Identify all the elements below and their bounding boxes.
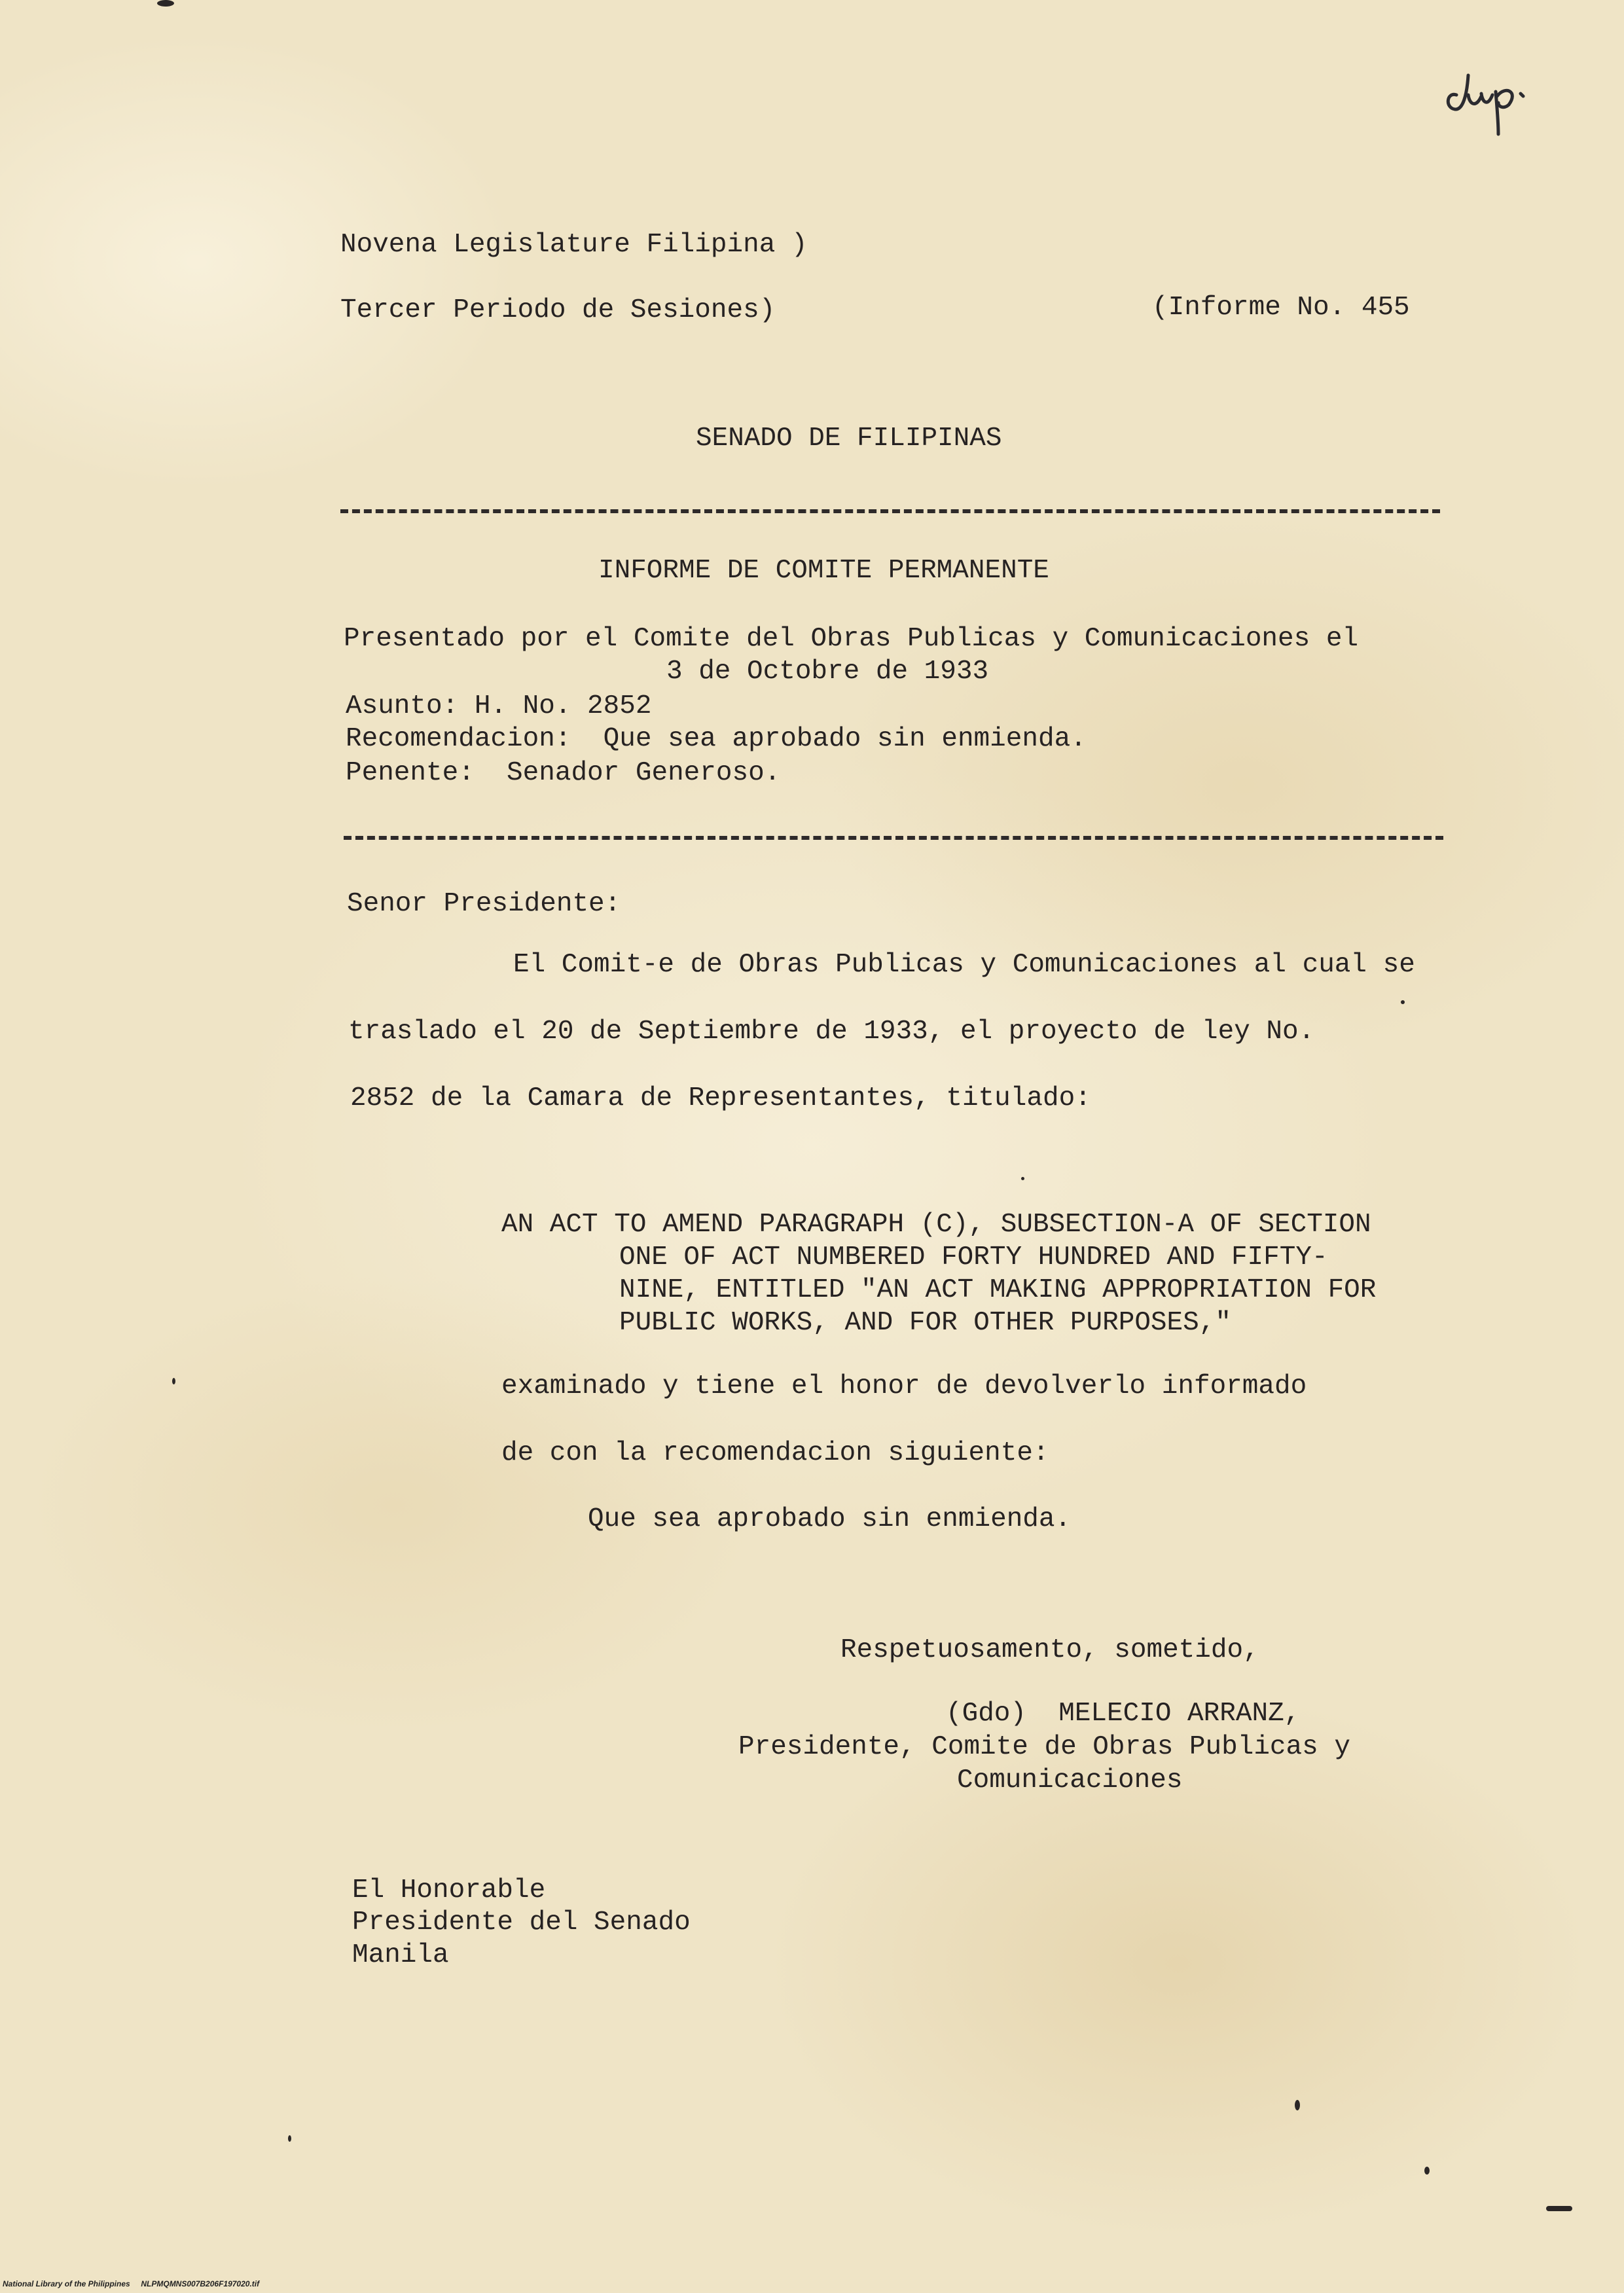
paper-speck	[1546, 2206, 1572, 2211]
paper-speck	[172, 1378, 175, 1384]
paper-speck	[1424, 2167, 1430, 2175]
paper-speck	[1401, 1000, 1405, 1004]
addressee-line-1: El Honorable	[352, 1875, 546, 1905]
recommendation-line: Recomendacion: Que sea aprobado sin enmienda.	[346, 724, 1087, 754]
paper-speck	[1021, 1177, 1024, 1180]
session-line: Tercer Periodo de Sesiones)	[340, 295, 776, 325]
signer-title-line-2: Comunicaciones	[957, 1765, 1183, 1796]
recommendation-text: Que sea aprobado sin enmienda.	[588, 1504, 1072, 1534]
presented-line-2: 3 de Octobre de 1933	[666, 657, 989, 687]
paper-speck	[157, 0, 174, 7]
salutation: Senor Presidente:	[347, 889, 621, 919]
report-title: INFORME DE COMITE PERMANENTE	[598, 556, 1049, 586]
sponsor-line: Penente: Senador Generoso.	[346, 758, 781, 788]
addressee-line-3: Manila	[352, 1940, 449, 1970]
signer-title-line-1: Presidente, Comite de Obras Publicas y	[738, 1732, 1350, 1762]
dashed-divider-top	[340, 509, 1440, 513]
handwritten-dup-mark	[1443, 56, 1555, 141]
report-number: (Informe No. 455	[1152, 293, 1410, 323]
after-line-2: de con la recomendacion siguiente:	[501, 1438, 1049, 1468]
act-title-line-2: ONE OF ACT NUMBERED FORTY HUNDRED AND FIFTY-	[619, 1242, 1328, 1273]
paper-speck	[1295, 2100, 1300, 2110]
senate-heading: SENADO DE FILIPINAS	[696, 424, 1002, 454]
legislature-line: Novena Legislature Filipina )	[340, 230, 808, 260]
paper-speck	[288, 2135, 291, 2142]
after-line-1: examinado y tiene el honor de devolverlo informado	[501, 1371, 1307, 1401]
body-line-2: traslado el 20 de Septiembre de 1933, el proyecto de ley No.	[348, 1017, 1315, 1047]
act-title-line-3: NINE, ENTITLED "AN ACT MAKING APPROPRIATION FOR	[619, 1275, 1377, 1305]
archive-credit: National Library of the Philippines NLPMQMNS007B206F197020.tif	[3, 2279, 260, 2288]
presented-line-1: Presentado por el Comite del Obras Publicas y Comunicaciones el	[344, 624, 1359, 654]
subject-line: Asunto: H. No. 2852	[346, 691, 652, 721]
signed-name: (Gdo) MELECIO ARRANZ,	[946, 1699, 1301, 1729]
act-title-line-1: AN ACT TO AMEND PARAGRAPH (C), SUBSECTION-A OF SECTION	[501, 1210, 1371, 1240]
complimentary-close: Respetuosamento, sometido,	[840, 1635, 1259, 1665]
body-line-3: 2852 de la Camara de Representantes, titulado:	[350, 1083, 1091, 1113]
body-line-1: El Comit-e de Obras Publicas y Comunicaciones al cual se	[513, 950, 1415, 980]
dashed-divider-bottom	[344, 836, 1443, 840]
act-title-line-4: PUBLIC WORKS, AND FOR OTHER PURPOSES,"	[619, 1308, 1231, 1338]
addressee-line-2: Presidente del Senado	[352, 1907, 691, 1938]
